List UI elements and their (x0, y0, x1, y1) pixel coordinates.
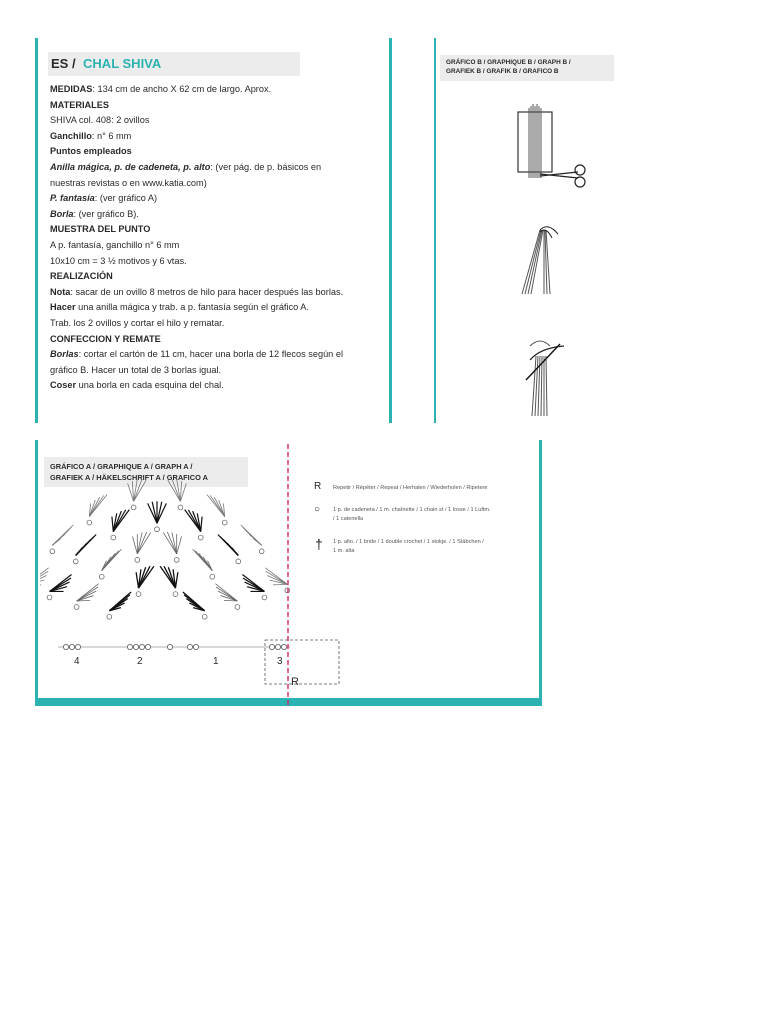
instruction-text: : (ver gráfico A) (94, 193, 158, 204)
chain-stitch-circle (198, 535, 203, 540)
legend-dc-text (333, 538, 533, 556)
instruction-text: : sacar de un ovillo 8 metros de hilo para hacer después las borlas. (70, 286, 344, 297)
instruction-label: MEDIDAS (50, 84, 93, 94)
chain-stitch-circle (281, 644, 286, 649)
chain-stitch-circle (74, 605, 79, 610)
chain-stitch-circle (111, 535, 116, 540)
legend-dc-symbol: † (315, 536, 323, 552)
double-crochet-stitch (175, 572, 177, 588)
row-number-1: 1 (213, 656, 219, 667)
double-crochet-stitch (89, 495, 107, 517)
double-crochet-stitch (157, 503, 166, 523)
tassel-step-1-card-icon (518, 104, 585, 187)
crochet-chart-a (40, 440, 340, 708)
double-crochet-stitch (177, 537, 182, 554)
graph-a-title-line1: GRÁFICO A / GRAPHIQUE A / GRAPH A / (50, 462, 193, 471)
row-number-2: 2 (137, 656, 143, 667)
instruction-line (50, 144, 380, 160)
instruction-label: Ganchillo (50, 130, 92, 141)
instruction-text: nuestras revistas o en www.katia.com) (50, 177, 207, 188)
instruction-text: una borla en cada esquina del chal. (76, 380, 224, 391)
pattern-title-bar (48, 52, 300, 76)
double-crochet-stitch (77, 584, 99, 601)
lang-prefix: ES / (51, 56, 76, 71)
double-crochet-stitch (273, 584, 287, 585)
chain-stitch-circle (75, 644, 80, 649)
instruction-label: Hacer (50, 302, 76, 313)
chain-stitch-circle (174, 558, 179, 563)
chain-stitch-circle (173, 592, 178, 597)
panel-a-left-border (35, 440, 38, 706)
double-crochet-stitch (102, 549, 122, 570)
instruction-text: : (ver gráfico B). (73, 208, 139, 219)
graph-a-title-line2: GRAFIEK A / HÄKELSCHRIFT A / GRAFICO A (50, 473, 208, 482)
chain-stitch-circle (50, 549, 55, 554)
instruction-label: Puntos empleados (50, 146, 132, 157)
instruction-line (50, 207, 380, 223)
chain-stitch-circle (275, 644, 280, 649)
tassel-steps-illustration (500, 98, 600, 418)
instruction-line (50, 129, 380, 145)
instruction-text: : cortar el cartón de 11 cm, hacer una borla de 12 flecos según el (78, 349, 343, 360)
instruction-label: REALIZACIÓN (50, 271, 113, 282)
left-margin-line (35, 38, 38, 423)
instruction-line (50, 160, 380, 176)
instruction-label: P. fantasía (50, 193, 95, 204)
chain-stitch-circle (99, 574, 104, 579)
chain-stitch-circle (235, 605, 240, 610)
legend-chain-text (333, 506, 533, 524)
column-divider-line (389, 38, 392, 423)
chain-stitch-circle (269, 644, 274, 649)
instruction-line (50, 191, 380, 207)
instruction-line (50, 363, 380, 379)
double-crochet-stitch (40, 584, 41, 585)
legend-dc-text-line1: 1 p. alto. / 1 bride / 1 double crochet / 1 stokje. / 1 Stäbchen / (333, 539, 484, 545)
instruction-label: Coser (50, 380, 77, 391)
chain-stitch-circle (167, 644, 172, 649)
double-crochet-stitch (167, 532, 176, 554)
instruction-line (50, 113, 380, 129)
chain-stitch-circle (133, 644, 138, 649)
legend-dc-text-line2: 1 m. alta (333, 548, 355, 554)
instruction-label: MUESTRA DEL PUNTO (50, 224, 151, 235)
chain-stitch-circle (210, 574, 215, 579)
panel-a-right-border (539, 440, 542, 706)
chain-stitch-circle (135, 558, 140, 563)
instruction-text: : n° 6 mm (91, 130, 132, 141)
double-crochet-stitch (134, 479, 142, 501)
tassel-step-3-icon (526, 341, 564, 416)
instruction-line (50, 238, 380, 254)
double-crochet-stitch (148, 503, 157, 523)
chain-stitch-circle (87, 520, 92, 525)
chain-stitch-circle (259, 549, 264, 554)
instruction-text: A p. fantasía, ganchillo n° 6 mm (50, 239, 180, 250)
instruction-label: Borla (50, 208, 74, 219)
chain-stitch-circle (127, 644, 132, 649)
instruction-label: Borlas (50, 349, 79, 360)
chain-stitch-circle (222, 520, 227, 525)
double-crochet-stitch (52, 525, 73, 545)
chain-stitch-circle (63, 644, 68, 649)
double-crochet-stitch (137, 532, 146, 554)
chain-stitch-circle (69, 644, 74, 649)
double-crochet-stitch (40, 568, 49, 585)
instruction-line (50, 82, 380, 98)
chain-stitch-circle (178, 505, 183, 510)
instruction-line (50, 285, 380, 301)
right-column-line (434, 38, 436, 423)
legend-chain-symbol: ○ (314, 504, 321, 515)
chain-stitch-circle (262, 595, 267, 600)
double-crochet-stitch (112, 517, 113, 532)
chain-stitch-circle (131, 505, 136, 510)
chain-stitch-circle (193, 644, 198, 649)
chain-stitch-circle (236, 559, 241, 564)
legend-repeat-symbol: R (314, 481, 322, 492)
instruction-line (50, 269, 380, 285)
double-crochet-stitch (40, 580, 44, 584)
instruction-line (50, 332, 380, 348)
instruction-line (50, 347, 380, 363)
double-crochet-stitch (172, 479, 180, 501)
instruction-line (50, 176, 380, 192)
chain-stitch-circle (187, 644, 192, 649)
instruction-text: 10x10 cm = 3 ½ motivos y 6 vtas. (50, 255, 187, 266)
chain-stitch-circle (136, 592, 141, 597)
instruction-text: una anilla mágica y trab. a p. fantasía según el gráfico A. (75, 302, 309, 313)
instruction-text: gráfico B. Hacer un total de 3 borlas igual. (50, 364, 222, 375)
instruction-line (50, 316, 380, 332)
double-crochet-stitch (157, 502, 162, 523)
double-crochet-stitch (214, 497, 224, 516)
row-number-3: 3 (277, 656, 283, 667)
double-crochet-stitch (253, 539, 261, 546)
double-crochet-stitch (136, 572, 138, 588)
instruction-line (50, 378, 380, 394)
chain-stitch-circle (73, 559, 78, 564)
legend-chain-text-line1: 1 p. de cadeneta / 1 m. chaînette / 1 chain st / 1 losse / 1 Luftm. (333, 507, 491, 513)
chain-stitch-circle (139, 644, 144, 649)
legend-chain-text-line2: / 1 catenella (333, 516, 364, 522)
pattern-name: CHAL SHIVA (83, 56, 162, 71)
chain-stitch-circle (145, 644, 150, 649)
double-crochet-stitch (133, 537, 138, 554)
instruction-label: Anilla mágica, p. de cadeneta, p. alto (50, 161, 211, 172)
instruction-line (50, 254, 380, 270)
repeat-label: R (291, 676, 299, 688)
chain-stitch-circle (47, 595, 52, 600)
legend-repeat-text: Repetir / Répéter / Repeat / Herhalen / Wiederholen / Ripetere (333, 485, 488, 491)
chain-stitch-circle (155, 527, 160, 532)
double-crochet-stitch (201, 517, 202, 532)
instruction-line (50, 98, 380, 114)
double-crochet-stitch (76, 535, 96, 556)
pattern-instructions (50, 82, 380, 394)
chain-stitch-circle (202, 614, 207, 619)
graph-b-title (440, 55, 614, 81)
double-crochet-stitch (266, 571, 288, 584)
instruction-text: : (ver pág. de p. básicos en (210, 161, 322, 172)
double-crochet-stitch (152, 502, 157, 523)
tassel-step-2-icon (522, 227, 558, 294)
instruction-label: MATERIALES (50, 99, 110, 110)
instruction-line (50, 222, 380, 238)
instruction-label: CONFECCION Y REMATE (50, 333, 161, 344)
double-crochet-stitch (231, 547, 238, 555)
instruction-line (50, 300, 380, 316)
chain-stitch-circle (107, 614, 112, 619)
instruction-text: SHIVA col. 408: 2 ovillos (50, 115, 150, 126)
row-number-4: 4 (74, 656, 80, 667)
instruction-text: : 134 cm de ancho X 62 cm de largo. Aprox. (92, 84, 272, 94)
graph-b-title-line1: GRÁFICO B / GRAPHIQUE B / GRAPH B / (446, 59, 571, 66)
double-crochet-stitch (216, 587, 237, 601)
graph-b-title-line2: GRAFIEK B / GRAFIK B / GRAFICO B (446, 68, 559, 75)
instruction-text: Trab. los 2 ovillos y cortar el hilo y rematar. (50, 317, 225, 328)
instruction-label: Nota (50, 286, 71, 297)
